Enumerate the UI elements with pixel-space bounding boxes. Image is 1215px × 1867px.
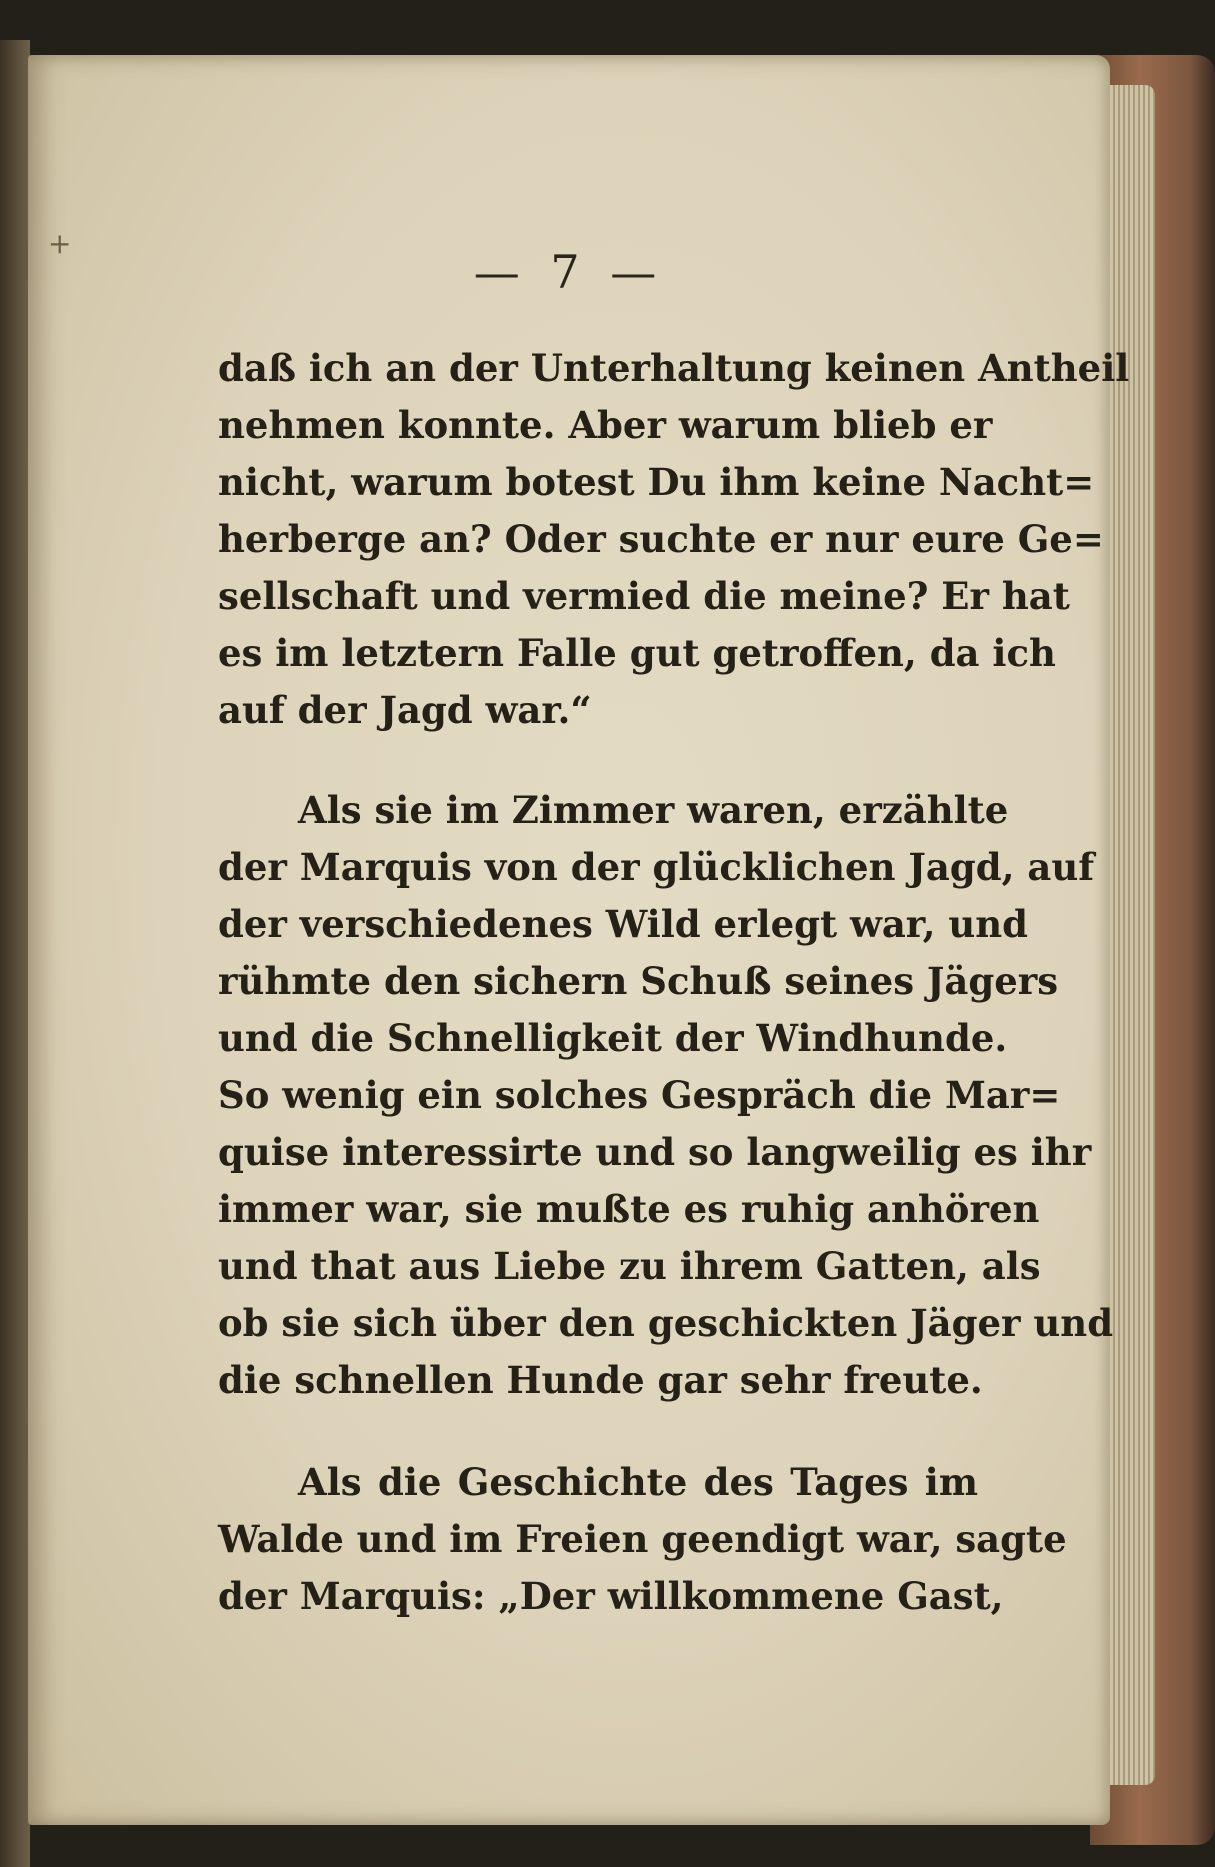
text-line: und die Schnelligkeit der Windhunde.: [218, 1016, 1008, 1060]
book-page: [28, 55, 1130, 1825]
text-line: herberge an? Oder suchte er nur eure Ge=: [218, 517, 1104, 561]
text-line: der verschiedenes Wild erlegt war, und: [218, 902, 1029, 946]
text-line: und that aus Liebe zu ihrem Gatten, als: [218, 1244, 1041, 1288]
text-line: Als sie im Zimmer waren, erzählte: [298, 788, 1009, 832]
page-number: — 7 —: [473, 245, 665, 299]
text-line: immer war, sie mußte es ruhig anhören: [218, 1187, 1040, 1231]
text-line: die schnellen Hunde gar sehr freute.: [218, 1358, 983, 1402]
book-cover-left: [0, 40, 30, 1867]
text-line: nicht, warum botest Du ihm keine Nacht=: [218, 460, 1095, 504]
text-line: auf der Jagd war.“: [218, 688, 592, 732]
text-line: So wenig ein solches Gespräch die Mar=: [218, 1073, 1061, 1117]
body-text: [218, 340, 1130, 1625]
text-line: es im letztern Falle gut getroffen, da ich: [218, 631, 1056, 675]
gutter-mark: +: [48, 227, 72, 260]
text-line: Walde und im Freien geendigt war, sagte: [218, 1517, 1067, 1561]
text-line: quise interessirte und so langweilig es ihr: [218, 1130, 1092, 1174]
text-line: der Marquis von der glücklichen Jagd, auf: [218, 845, 1095, 889]
text-line: der Marquis: „Der willkommene Gast,: [218, 1574, 1004, 1618]
text-line: rühmte den sichern Schuß seines Jägers: [218, 959, 1059, 1003]
text-line: ob sie sich über den geschickten Jäger und: [218, 1301, 1114, 1345]
text-line: nehmen konnte. Aber warum blieb er: [218, 403, 993, 447]
text-line: Als die Geschichte des Tages im: [298, 1460, 978, 1504]
text-line: daß ich an der Unterhaltung keinen Antheil: [218, 346, 1130, 390]
text-line: sellschaft und vermied die meine? Er hat: [218, 574, 1070, 618]
